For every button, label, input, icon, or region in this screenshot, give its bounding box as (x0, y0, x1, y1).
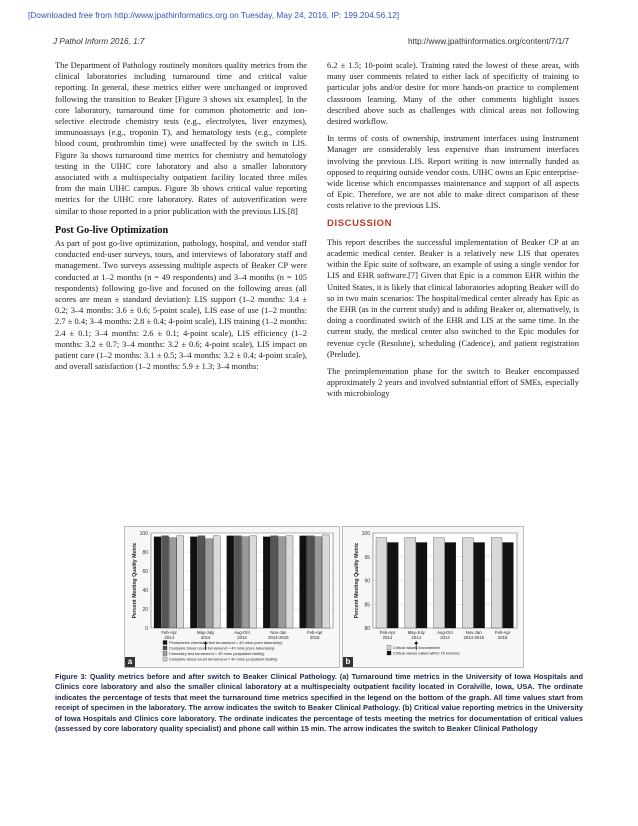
bar (278, 537, 285, 628)
legend-swatch (163, 657, 167, 661)
y-tick-label: 20 (142, 607, 148, 613)
bar (169, 538, 176, 628)
bar (300, 536, 307, 628)
legend-swatch (387, 646, 391, 650)
x-tick-label: Nov-Jan (270, 630, 287, 635)
bar (250, 536, 257, 628)
bar (307, 536, 314, 628)
x-tick-label: Aug-Oct (234, 630, 250, 635)
bar (198, 536, 205, 628)
bar (474, 543, 485, 629)
panel-b-label: b (343, 657, 353, 667)
y-tick-label: 85 (364, 602, 370, 609)
y-axis-label: Percent Meeting Quality Metric (132, 542, 138, 619)
figure-panel-a (124, 526, 340, 668)
bar (491, 538, 502, 628)
x-tick-label: Feb-Apr (307, 630, 323, 635)
bar (387, 543, 398, 629)
y-tick-label: 90 (364, 578, 370, 585)
paragraph-discussion: This report describes the successful implementation of Beaker CP at an academic medical center. Beaker is a relatively new LIS that operates within the Epic suite of software, an example of using a single vendor for LIS and EHR software.[7] Given that Epic is a common EHR within the United States, it is likely that clinical laboratories adopting Beaker will do so in two main scenarios: The hospital/medical center already has Epic as the EHR (as in the current study) and is adding Beaker or, alternatively, is doing a coordinated switch of the EHR and LIS at the same time. In the current study, the medical center also switched to the Epic modules for revenue cycle (Resolute), scheduling (Cadence), and patient registration (Prelude). (327, 236, 579, 359)
x-tick-label: 2014-2015 (268, 635, 289, 640)
x-tick-label: 2014 (200, 635, 211, 640)
x-tick-label: 2014 (382, 635, 393, 640)
x-tick-label: 2014 (164, 635, 174, 640)
bar (242, 537, 249, 628)
x-tick-label: 2014 (411, 635, 421, 640)
section-heading-optimization: Post Go-live Optimization (55, 224, 169, 236)
paragraph-training: 6.2 ± 1.5; 10-point scale). Training rated the lowest of these areas, with many user comments related to either lack of specificity of training to particular jobs and/or desire for more hands-on practice to complement classroom learning. Many of the other comments highlight issues described above such as challenges with clinical areas not following desired workflow. (327, 60, 579, 127)
figure-3 (124, 526, 522, 666)
paragraph-costs: In terms of costs of ownership, instrument interfaces using Instrument Manager are considerably less expensive than instrument interfaces involving the previous LIS. Report writing is now internally funded as opposed to requiring outside vendor costs. UIHC owns an Epic enterprise-wide license which encompasses maintenance and support of all aspects of Epic. Therefore, we are not able to make direct comparison of these costs relative to the previous LIS. (327, 133, 579, 211)
legend-label: Chemistry test turnaround < 40 mins (outpatient facility) (169, 651, 265, 656)
bar (322, 535, 329, 628)
figure-caption: Figure 3: Quality metrics before and after switch to Beaker Clinical Pathology. (a) Turnaround time metrics in the University of Iowa Hospitals and Clinics core laboratory and also the smaller clinical laboratory at a multispecialty outpatient facility located in Coralville, Iowa, USA. The ordinate indicates the percentage of tests that meet the turnaround time metrics specified in the legend on the bottom of the graph. All time values start from receipt of specimen in the laboratory. The arrow indicates the switch to Beaker Clinical Pathology. (b) Critical value reporting metrics in the University of Iowa Hospitals and Clinics core laboratory. The ordinate indicates the percentage of tests meeting the metrics for documentation of critical values (assessed by core laboratory quality specialist) and phone call within 15 min. The arrow indicates the switch to Beaker Clinical Pathology (55, 672, 583, 734)
bar (445, 543, 456, 629)
y-tick-label: 100 (361, 531, 370, 537)
bar (271, 536, 278, 628)
x-tick-label: Feb-Apr (379, 630, 396, 635)
bar (190, 537, 197, 628)
switch-arrow-head (414, 641, 418, 644)
bar (154, 537, 161, 628)
y-tick-label: 60 (142, 569, 148, 575)
y-tick-label: 80 (364, 626, 370, 632)
bar (405, 538, 416, 628)
bar (503, 543, 514, 629)
y-tick-label: 100 (139, 531, 148, 537)
x-tick-label: May-July (196, 630, 215, 635)
bar (462, 538, 473, 628)
x-tick-label: Nov-Jan (465, 630, 482, 635)
chart-a-svg (125, 527, 339, 667)
journal-url[interactable]: http://www.jpathinformatics.org/content/7/1/7 (408, 37, 570, 46)
legend-swatch (387, 651, 391, 655)
bar (263, 537, 270, 628)
x-tick-label: Feb-Apr (494, 630, 511, 635)
y-tick-label: 95 (364, 554, 370, 561)
x-tick-label: May-July (407, 630, 425, 635)
x-tick-label: 2014 (440, 635, 450, 640)
panel-a-label: a (125, 657, 135, 667)
x-tick-label: 2015 (497, 635, 508, 640)
bar (376, 538, 387, 628)
bar (286, 536, 293, 628)
legend-swatch (163, 652, 167, 656)
right-column (327, 60, 579, 406)
legend-label: Complete blood count turnaround < 40 mins (core laboratory) (169, 645, 275, 651)
legend-label: Photometric chemistry test turnaround < 40 mins (core laboratory) (169, 640, 283, 645)
bar (315, 537, 322, 628)
bar (434, 538, 445, 628)
section-heading-discussion: DISCUSSION (327, 217, 393, 229)
legend-swatch (163, 641, 167, 645)
x-tick-label: Aug-Oct (437, 630, 453, 635)
x-tick-label: 2014-2015 (463, 635, 485, 640)
y-tick-label: 40 (142, 588, 148, 594)
chart-b-svg (343, 527, 523, 667)
bar (416, 543, 427, 629)
figure-panel-b (342, 526, 524, 668)
x-tick-label: Feb-Apr (161, 630, 177, 635)
y-tick-label: 0 (145, 626, 148, 632)
x-tick-label: 2015 (310, 635, 320, 640)
legend-label: Critical values documented (393, 645, 440, 650)
paragraph-preimplementation: The preimplementation phase for the switch to Beaker encompassed approximately 2 years and involved substantial effort of SMEs, especially with microbiology (327, 366, 579, 399)
bar (206, 539, 213, 628)
y-axis-label: Percent Meeting Quality Metric (354, 542, 360, 619)
x-tick-label: 2014 (237, 635, 247, 640)
paragraph-surveys: As part of post go-live optimization, pathology, hospital, and vendor staff conducted end-user surveys, tours, and interviews of laboratory staff and management. Two surveys assessing multiple aspects of Beaker CP were conducted at 1–2 months (n = 49 respondents) and 3–4 months (n = 105 respondents) following go-live and focused on the following areas (all scores are mean ± standard deviation): LIS support (1–2 months: 3.4 ± 0.2; 3–4 months: 3.6 ± 0.6; 5-point scale), LIS ease of use (1–2 months: 2.7 ± 0.4; 3–4 months: 2.8 ± 0.4; 4-point scale), LIS training (1–2 months: 2.4 ± 0.1; 3–4 months: 2.6 ± 0.1; 4-point scale), LIS efficiency (1–2 months: 3.2 ± 0.7; 3–4 months: 3.2 ± 0.6; 4-point scale), LIS impact on patient care (1–2 months: 3.1 ± 0.5; 3–4 months: 3.2 ± 0.4; 4-point scale), and overall satisfaction (1–2 months: 5.9 ± 1.3; 3–4 months: (55, 238, 307, 372)
bar (227, 536, 234, 628)
bar (234, 536, 241, 628)
legend-label: Critical values called within 15 minutes (393, 650, 460, 656)
left-column (55, 60, 307, 378)
bar (177, 536, 184, 628)
paragraph-quality-metrics: The Department of Pathology routinely monitors quality metrics from the clinical laboratories including turnaround time and critical value reporting. In general, these metrics either were unchanged or improved following the transition to Beaker [Figure 3 shows six examples]. In the core laboratory, turnaround time for common photometric and ion-selective electrode chemistry tests (e.g., electrolytes, liver enzymes), immunoassays (e.g., troponin T), and hematology tests (e.g., complete blood count, prothrombin time) were unaffected by the switch in LIS. Figure 3a shows turnaround time metrics for chemistry and hematology testing in the UIHC core laboratory and also a smaller laboratory associated with a multispecialty outpatient facility located three miles from the main UIHC campus. Figure 3b shows critical value reporting metrics for the UIHC core laboratory. Rates of autoverification were similar to those reported in a prior publication with the previous LIS.[8] (55, 60, 307, 216)
y-tick-label: 80 (142, 550, 148, 556)
bar (213, 536, 220, 628)
download-notice: [Downloaded free from http://www.jpathinformatics.org on Tuesday, May 24, 2016, IP: 199.204.56.12] (28, 10, 400, 20)
bar (162, 536, 169, 628)
journal-citation: J Pathol Inform 2016, 1:7 (53, 37, 145, 46)
legend-label: Complete blood count turnaround < 40 mins (outpatient facility) (169, 656, 278, 662)
legend-swatch (163, 646, 167, 650)
